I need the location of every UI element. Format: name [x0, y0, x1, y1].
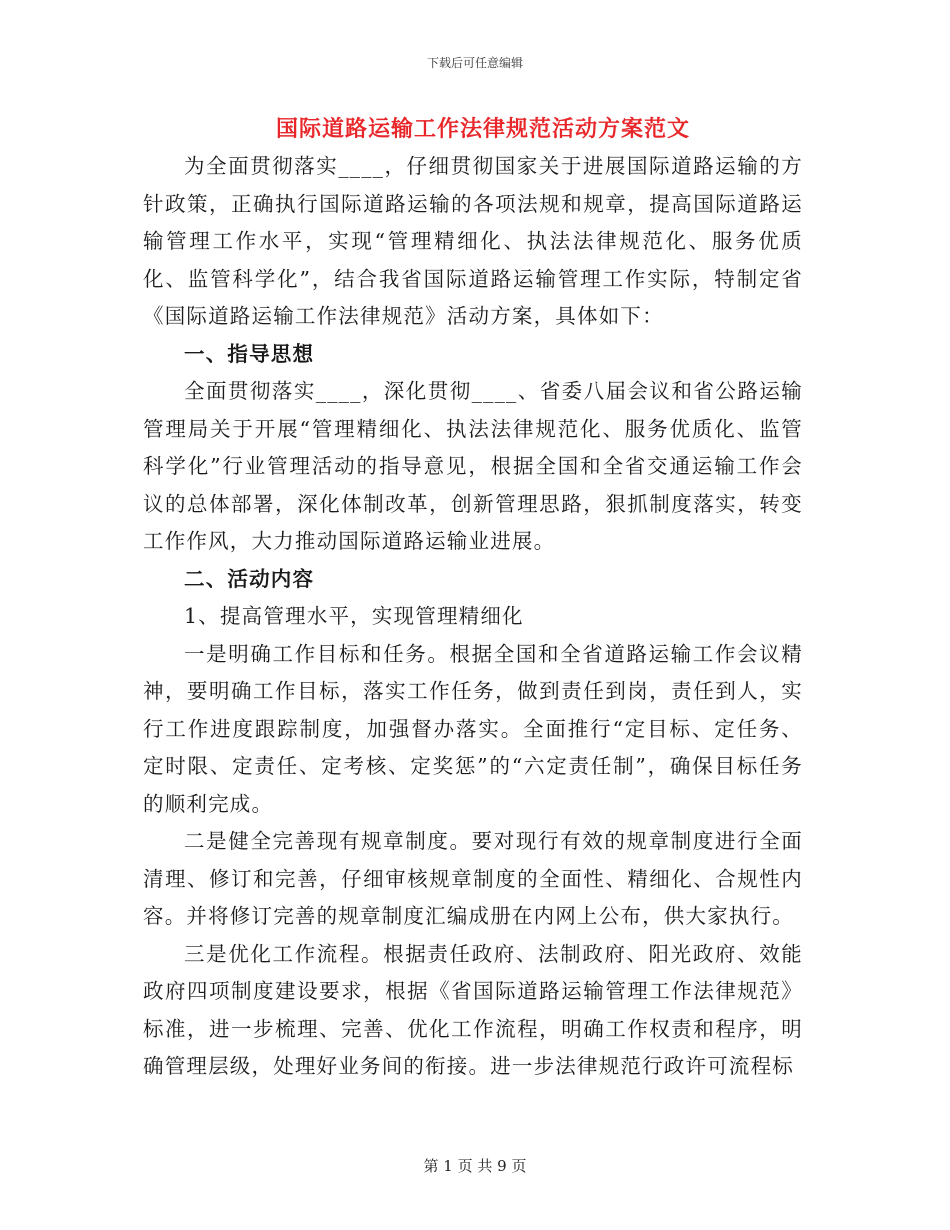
item-paragraph-regulations: 二是健全完善现有规章制度。要对现行有效的规章制度进行全面清理、修订和完善，仔细审核规章制度的全面性、精细化、合规性内容。并将修订完善的规章制度汇编成册在内网上公布，供大家执行。: [143, 829, 803, 928]
document-body: [143, 148, 803, 1086]
header-note: 下载后可任意编辑: [426, 56, 523, 70]
page-footer: 第 1 页 共 9 页: [423, 1157, 527, 1175]
subsection-heading-management: 1、提高管理水平，实现管理精细化: [184, 604, 524, 628]
section-heading-activity-content: 二、活动内容: [184, 566, 315, 591]
document-title: 国际道路运输工作法律规范活动方案范文: [275, 116, 690, 142]
item-paragraph-goals: 一是明确工作目标和任务。根据全国和全省道路运输工作会议精神，要明确工作目标，落实工作任务，做到责任到岗，责任到人，实行工作进度跟踪制度，加强督办落实。全面推行“定目标、定任务、定时限、定责任、定考核、定奖惩”的“六定责任制”，确保目标任务的顺利完成。: [143, 641, 803, 816]
item-paragraph-workflow: 三是优化工作流程。根据责任政府、法制政府、阳光政府、效能政府四项制度建设要求，根据《省国际道路运输管理工作法律规范》标准，进一步梳理、完善、优化工作流程，明确工作权责和程序，明确管理层级，处理好业务间的衔接。进一步法律规范行政许可流程标: [143, 941, 803, 1078]
intro-paragraph: 为全面贯彻落实____，仔细贯彻国家关于进展国际道路运输的方针政策，正确执行国际道路运输的各项法规和规章，提高国际道路运输管理工作水平，实现“管理精细化、执法法律规范化、服务优质化、监管科学化”，结合我省国际道路运输管理工作实际，特制定省《国际道路运输工作法律规范》活动方案，具体如下：: [143, 154, 803, 328]
guiding-thought-paragraph: 全面贯彻落实____，深化贯彻____、省委八届会议和省公路运输管理局关于开展“管理精细化、执法法律规范化、服务优质化、监管科学化”行业管理活动的指导意见，根据全国和全省交通运输工作会议的总体部署，深化体制改革，创新管理思路，狠抓制度落实，转变工作作风，大力推动国际道路运输业进展。: [143, 379, 803, 553]
section-heading-guiding-thought: 一、指导思想: [184, 341, 315, 366]
